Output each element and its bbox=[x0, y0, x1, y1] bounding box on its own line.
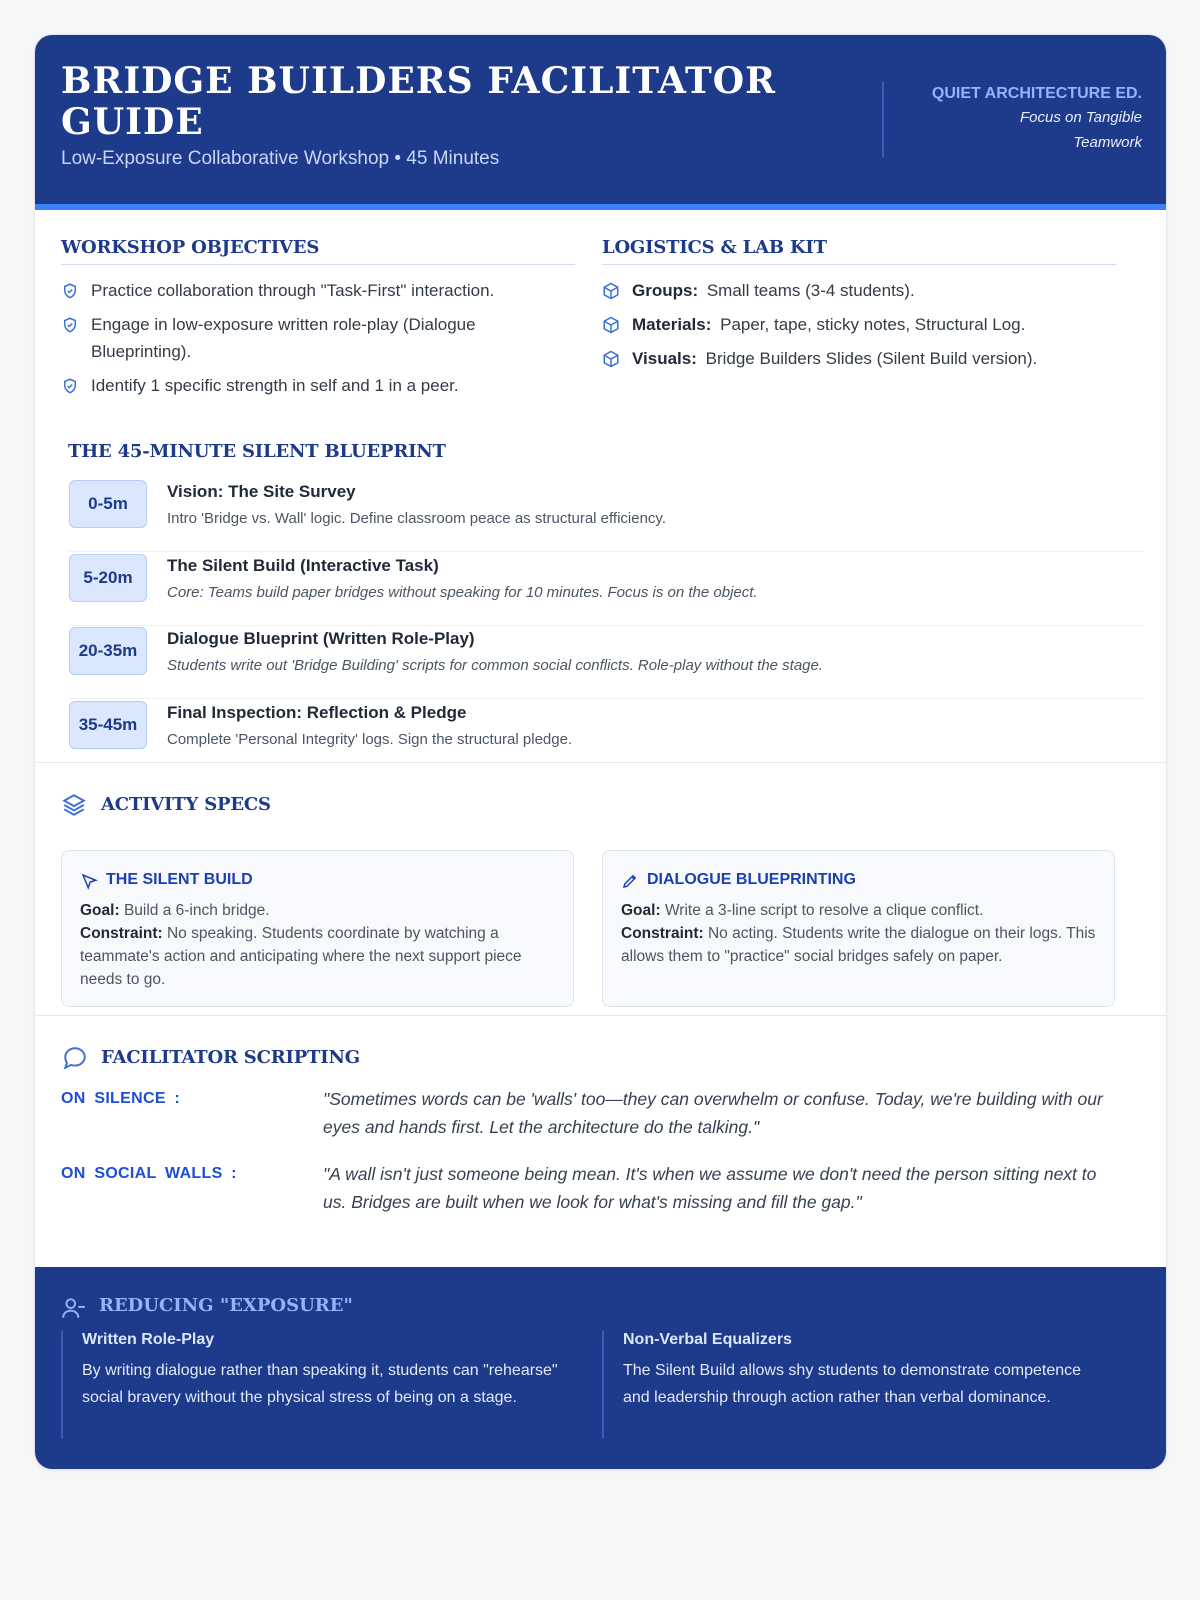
scripting-heading: FACILITATOR SCRIPTING bbox=[101, 1047, 360, 1068]
cube-icon bbox=[602, 350, 620, 368]
timeline-desc: Students write out 'Bridge Building' scripts for common social conflicts. Role-play without the stage. bbox=[167, 657, 824, 674]
list-item bbox=[602, 277, 1122, 304]
spec-card-body bbox=[621, 899, 1096, 968]
objectives-list bbox=[61, 277, 561, 406]
goal-text: Build a 6-inch bridge. bbox=[123, 902, 270, 919]
goal-text: Write a 3-line script to resolve a clique conflict. bbox=[664, 902, 984, 919]
spec-card-silent-build bbox=[61, 850, 574, 1007]
logistics-label: Visuals: bbox=[632, 349, 697, 368]
divider bbox=[35, 762, 1166, 763]
timeline-title: Vision: The Site Survey bbox=[167, 482, 356, 501]
timeline-desc: Core: Teams build paper bridges without speaking for 10 minutes. Focus is on the object. bbox=[167, 584, 758, 601]
exposure-heading: REDUCING "EXPOSURE" bbox=[99, 1295, 353, 1316]
specs-heading: ACTIVITY SPECS bbox=[101, 794, 271, 815]
timeline-desc: Intro 'Bridge vs. Wall' logic. Define classroom peace as structural efficiency. bbox=[167, 510, 666, 527]
spec-card-title bbox=[80, 871, 253, 889]
guide-card bbox=[34, 34, 1167, 1470]
objective-text: Engage in low-exposure written role-play (Dialogue Blueprinting). bbox=[91, 315, 476, 361]
timeline-title: The Silent Build (Interactive Task) bbox=[167, 556, 439, 575]
constraint-label: Constraint: bbox=[80, 925, 163, 942]
constraint-text: No acting. Students write the dialogue on their logs. This allows them to "practice" social bridges safely on paper. bbox=[621, 925, 1096, 965]
time-badge: 0-5m bbox=[69, 480, 147, 528]
exposure-col-text: The Silent Build allows shy students to demonstrate competence and leadership through action rather than verbal dominance. bbox=[623, 1362, 1082, 1406]
brand-block bbox=[882, 81, 1142, 157]
pencil-icon bbox=[621, 872, 639, 890]
brand-tagline: Focus on Tangible Teamwork bbox=[1019, 109, 1142, 151]
exposure-panel bbox=[35, 1267, 1166, 1470]
timeline-title: Dialogue Blueprint (Written Role-Play) bbox=[167, 629, 475, 648]
cube-icon bbox=[602, 316, 620, 334]
script-label: ON SOCIAL WALLS : bbox=[61, 1165, 237, 1182]
constraint-text: No speaking. Students coordinate by watching a teammate's action and anticipating where the next support piece needs to go. bbox=[80, 925, 522, 988]
list-item bbox=[61, 277, 561, 304]
logistics-value: Bridge Builders Slides (Silent Build version). bbox=[705, 349, 1038, 368]
chat-bubble-icon bbox=[62, 1045, 88, 1071]
time-badge: 35-45m bbox=[69, 701, 147, 749]
spec-title-text: DIALOGUE BLUEPRINTING bbox=[647, 871, 856, 888]
spec-card-title bbox=[621, 871, 856, 889]
timeline-row bbox=[69, 480, 1144, 552]
logistics-value: Small teams (3-4 students). bbox=[706, 281, 915, 300]
logistics-label: Materials: bbox=[632, 315, 712, 334]
cube-icon bbox=[602, 282, 620, 300]
logistics-value: Paper, tape, sticky notes, Structural Log. bbox=[720, 315, 1026, 334]
goal-label: Goal: bbox=[80, 902, 120, 919]
timeline-desc: Complete 'Personal Integrity' logs. Sign the structural pledge. bbox=[167, 731, 573, 748]
exposure-col bbox=[61, 1331, 561, 1439]
exposure-col-title: Non-Verbal Equalizers bbox=[623, 1331, 792, 1348]
list-item bbox=[61, 372, 561, 399]
shield-check-icon bbox=[61, 316, 79, 334]
header bbox=[35, 35, 1166, 210]
timeline-heading: THE 45-MINUTE SILENT BLUEPRINT bbox=[68, 441, 446, 462]
logistics-label: Groups: bbox=[632, 281, 699, 300]
exposure-col-title: Written Role-Play bbox=[82, 1331, 215, 1348]
divider bbox=[35, 1015, 1166, 1016]
logistics-list bbox=[602, 277, 1122, 379]
objective-text: Identify 1 specific strength in self and 1 in a peer. bbox=[91, 376, 459, 395]
shield-check-icon bbox=[61, 377, 79, 395]
objective-text: Practice collaboration through "Task-First" interaction. bbox=[91, 281, 495, 300]
logistics-heading: LOGISTICS & LAB KIT bbox=[602, 237, 1116, 265]
constraint-label: Constraint: bbox=[621, 925, 704, 942]
timeline-title: Final Inspection: Reflection & Pledge bbox=[167, 703, 467, 722]
script-quote: "Sometimes words can be 'walls' too—they can overwhelm or confuse. Today, we're building with our eyes and hands first. Let the architecture do the talking." bbox=[323, 1089, 1103, 1137]
user-minus-icon bbox=[61, 1295, 87, 1321]
goal-label: Goal: bbox=[621, 902, 661, 919]
list-item bbox=[602, 311, 1122, 338]
layers-icon bbox=[61, 792, 87, 818]
brand-name: QUIET ARCHITECTURE ED. bbox=[931, 85, 1142, 102]
exposure-col-text: By writing dialogue rather than speaking it, students can "rehearse" social bravery without the physical stress of being on a stage. bbox=[82, 1362, 558, 1406]
script-label: ON SILENCE : bbox=[61, 1090, 181, 1107]
time-badge: 20-35m bbox=[69, 627, 147, 675]
objectives-heading: WORKSHOP OBJECTIVES bbox=[61, 237, 575, 265]
spec-title-text: THE SILENT BUILD bbox=[106, 871, 253, 888]
spec-card-body bbox=[80, 899, 555, 991]
shield-check-icon bbox=[61, 282, 79, 300]
list-item bbox=[61, 311, 561, 365]
timeline-row bbox=[69, 627, 1144, 699]
spec-card-dialogue bbox=[602, 850, 1115, 1007]
exposure-col bbox=[602, 1331, 1102, 1439]
time-badge: 5-20m bbox=[69, 554, 147, 602]
page-subtitle: Low-Exposure Collaborative Workshop • 45 Minutes bbox=[61, 148, 500, 169]
script-quote: "A wall isn't just someone being mean. It's when we assume we don't need the person sitting next to us. Bridges are built when we look for what's missing and fill the gap." bbox=[323, 1164, 1097, 1212]
page-title: BRIDGE BUILDERS FACILITATOR GUIDE bbox=[61, 60, 777, 143]
timeline-row bbox=[69, 554, 1144, 626]
list-item bbox=[602, 345, 1122, 372]
cursor-icon bbox=[80, 872, 98, 890]
